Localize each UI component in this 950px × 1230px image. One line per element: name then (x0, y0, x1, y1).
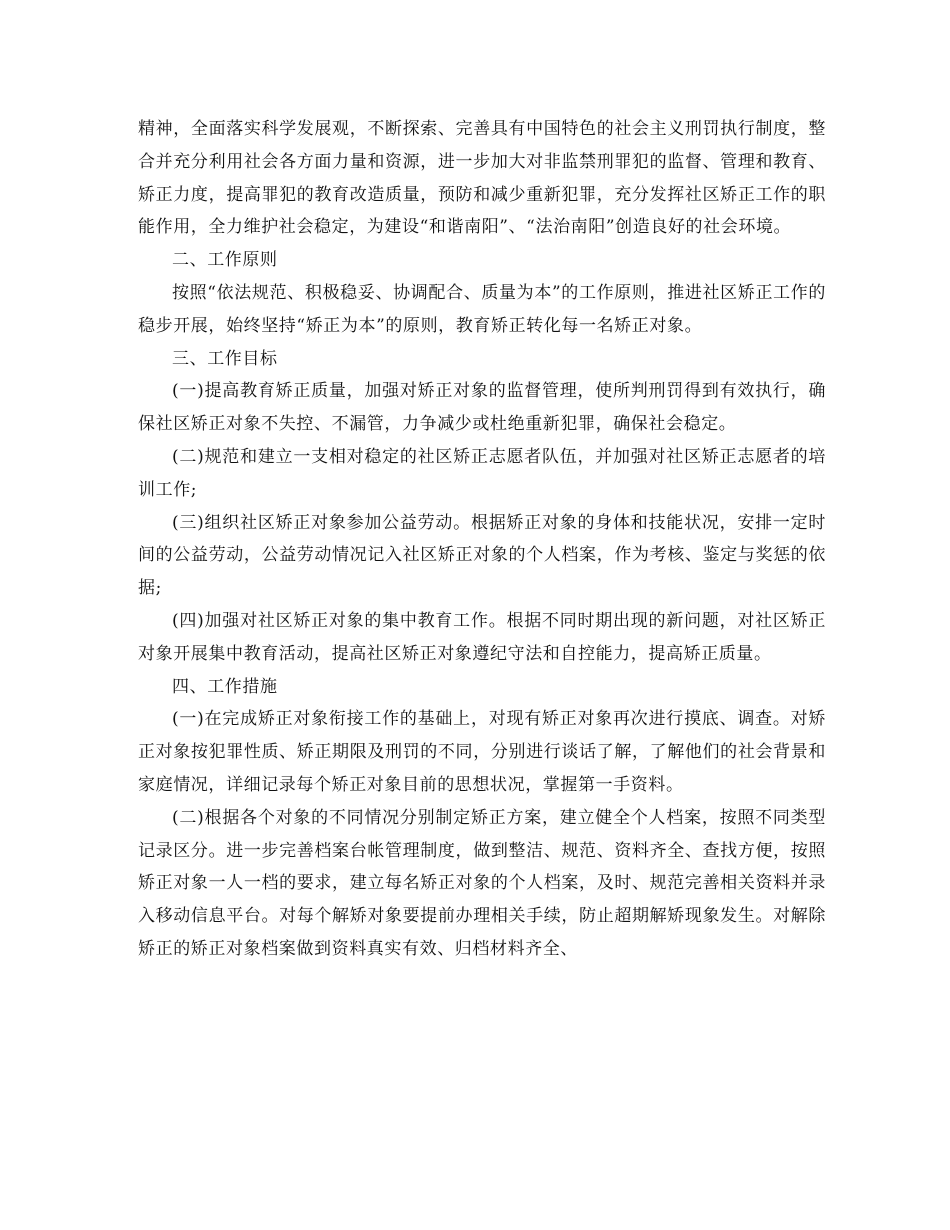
document-page (138, 113, 826, 966)
paragraph-goal-4: (四)加强对社区矫正对象的集中教育工作。根据不同时期出现的新问题，对社区矫正对象开展集中教育活动，提高社区矫正对象遵纪守法和自控能力，提高矫正质量。 (138, 610, 826, 664)
paragraph-goal-2: (二)规范和建立一支相对稳定的社区矫正志愿者队伍，并加强对社区矫正志愿者的培训工作; (138, 446, 826, 500)
paragraph-measure-2: (二)根据各个对象的不同情况分别制定矫正方案，建立健全个人档案，按照不同类型记录区分。进一步完善档案台帐管理制度，做到整洁、规范、资料齐全、查找方便，按照矫正对象一人一档的要求，建立每名矫正对象的个人档案，及时、规范完善相关资料并录入移动信息平台。对每个解矫对象要提前办理相关手续，防止超期解矫现象发生。对解除矫正的矫正对象档案做到资料真实有效、归档材料齐全、 (138, 807, 826, 959)
paragraph-goal-1: (一)提高教育矫正质量，加强对矫正对象的监督管理，使所判刑罚得到有效执行，确保社区矫正对象不失控、不漏管，力争减少或杜绝重新犯罪，确保社会稳定。 (138, 381, 826, 435)
paragraph-2: 按照“依法规范、积极稳妥、协调配合、质量为本”的工作原则，推进社区矫正工作的稳步开展，始终坚持“矫正为本”的原则，教育矫正转化每一名矫正对象。 (138, 282, 826, 336)
paragraph-1: 精神，全面落实科学发展观，不断探索、完善具有中国特色的社会主义刑罚执行制度，整合并充分利用社会各方面力量和资源，进一步加大对非监禁刑罪犯的监督、管理和教育、矫正力度，提高罪犯的教育改造质量，预防和减少重新犯罪，充分发挥社区矫正工作的职能作用，全力维护社会稳定，为建设“和谐南阳”、“法治南阳”创造良好的社会环境。 (138, 119, 826, 238)
heading-work-measures: 四、工作措施 (172, 676, 278, 697)
heading-work-goals: 三、工作目标 (172, 348, 278, 369)
paragraph-measure-1: (一)在完成矫正对象衔接工作的基础上，对现有矫正对象再次进行摸底、调查。对矫正对象按犯罪性质、矫正期限及刑罚的不同，分别进行谈话了解，了解他们的社会背景和家庭情况，详细记录每个矫正对象目前的思想状况，掌握第一手资料。 (138, 709, 826, 795)
heading-work-principles: 二、工作原则 (172, 250, 278, 271)
paragraph-goal-3: (三)组织社区矫正对象参加公益劳动。根据矫正对象的身体和技能状况，安排一定时间的公益劳动，公益劳动情况记入社区矫正对象的个人档案，作为考核、鉴定与奖惩的依据; (138, 512, 826, 599)
